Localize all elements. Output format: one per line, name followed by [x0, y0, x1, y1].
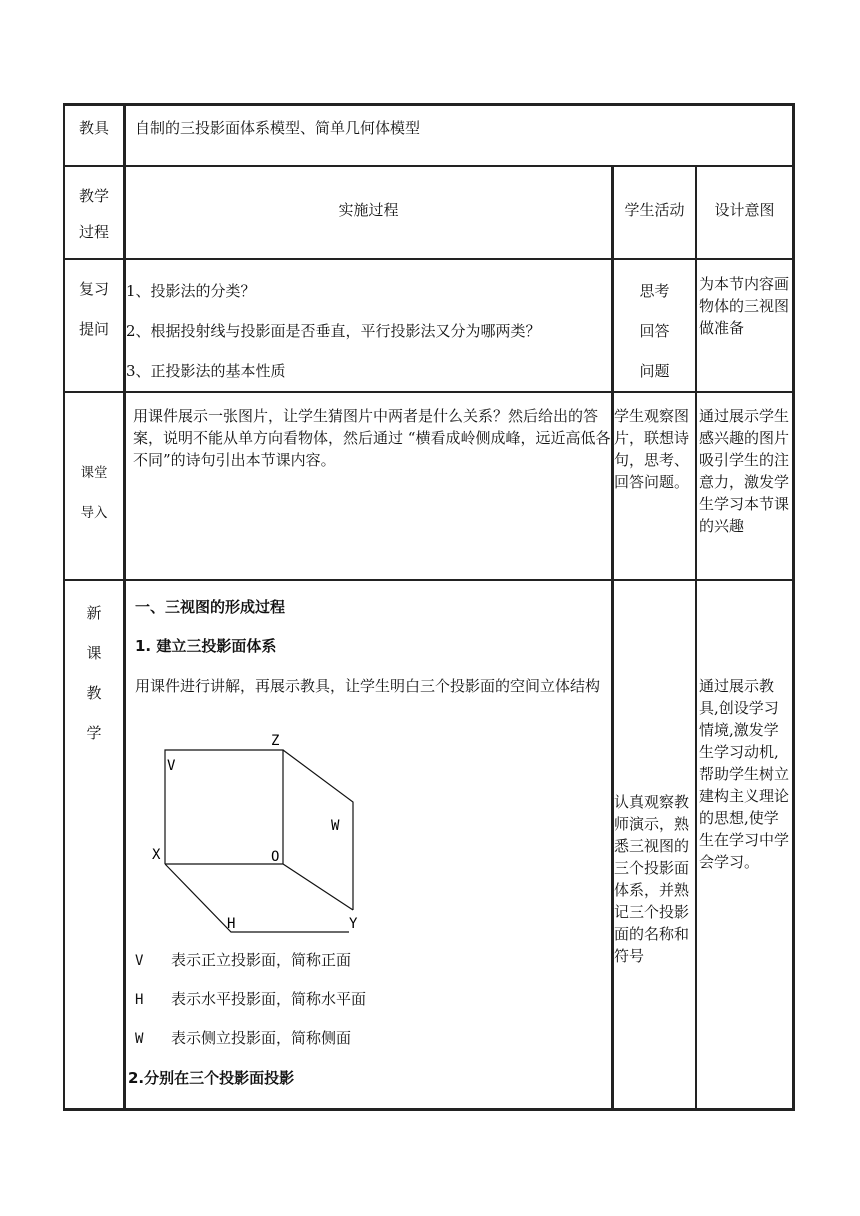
review-student-line: 思考: [639, 282, 670, 300]
table-border-top: [63, 103, 795, 106]
new-lesson-intent: 通过展示教具,创设学习情境,激发学生学习动机,帮助学生树立建构主义理论的思想,使学生在学习中学会学习。: [699, 677, 790, 871]
intro-content: 用课件展示一张图片，让学生猜图片中两者是什么关系？然后给出的答案，说明不能从单方向看物体，然后通过 “横看成岭侧成峰，远近高低各不同”的诗句引出本节课内容。: [133, 407, 611, 469]
header-design-intent: 设计意图: [714, 201, 775, 219]
header-process-line2: 过程: [78, 223, 109, 241]
table-border-bottom: [63, 1108, 795, 1111]
legend-text: 表示侧立投影面，简称侧面: [171, 1029, 352, 1047]
legend-symbol: V: [135, 953, 144, 969]
review-intent: 为本节内容画物体的三视图做准备: [699, 275, 790, 337]
tools-label: 教具: [78, 119, 109, 137]
new-lesson-label-char: 教: [86, 684, 102, 702]
new-lesson-label-char: 课: [86, 644, 102, 662]
review-question: 1、投影法的分类？: [126, 282, 256, 300]
new-lesson-label-char: 学: [86, 724, 102, 742]
subsection-heading: 1. 建立三投影面体系: [135, 637, 277, 655]
review-student: [614, 271, 695, 391]
ox-oy-axes: [165, 864, 353, 910]
side-plane-outline: [283, 750, 353, 910]
lesson-table: [63, 103, 795, 1111]
table-border-right: [792, 103, 795, 1111]
projection-planes-diagram: [153, 728, 383, 948]
review-label-line1: 复习: [78, 280, 109, 298]
lesson-paragraph: 用课件进行讲解，再展示教具，让学生明白三个投影面的空间立体结构: [135, 677, 601, 695]
row-divider: [63, 579, 795, 581]
intro-label-line2: 导入: [80, 505, 108, 521]
review-question: 3、正投影法的基本性质: [126, 362, 286, 380]
review-student-line: 问题: [639, 362, 670, 380]
col-divider: [123, 103, 126, 1111]
label-z: Z: [271, 733, 280, 749]
label-h: H: [227, 916, 236, 932]
subsection-heading: 2.分别在三个投影面投影: [128, 1069, 295, 1087]
label-x: X: [152, 847, 161, 863]
new-lesson-label-char: 新: [86, 604, 102, 622]
horizontal-plane-outline: [165, 864, 349, 932]
legend-line: [135, 949, 605, 972]
section-heading: 一、三视图的形成过程: [135, 598, 286, 616]
row-divider: [63, 165, 795, 167]
row-divider: [63, 391, 795, 393]
header-process-label: [65, 178, 123, 250]
review-student-line: 回答: [639, 322, 670, 340]
vertical-plane-outline: [165, 750, 283, 864]
legend-text: 表示水平投影面，简称水平面: [171, 990, 367, 1008]
intro-intent: 通过展示学生感兴趣的图片吸引学生的注意力，激发学生学习本节课的兴趣: [699, 407, 790, 535]
intro-label: [65, 453, 123, 533]
new-lesson-student: 认真观察教师演示，熟悉三视图的三个投影面体系，并熟记三个投影面的名称和符号: [614, 793, 690, 965]
label-v: V: [167, 758, 176, 774]
review-label: [65, 269, 123, 349]
label-o: O: [271, 849, 280, 865]
review-label-line2: 提问: [78, 320, 109, 338]
legend-line: [135, 988, 605, 1011]
new-lesson-label: [65, 593, 123, 753]
legend-symbol: H: [135, 992, 144, 1008]
tools-content: 自制的三投影面体系模型、简单几何体模型: [135, 119, 421, 137]
header-student-activity: 学生活动: [624, 201, 685, 219]
review-questions: [126, 271, 611, 391]
label-y: Y: [349, 916, 358, 932]
label-w: W: [331, 818, 340, 834]
header-process-line1: 教学: [78, 187, 109, 205]
legend-symbol: W: [135, 1031, 144, 1047]
header-implementation: 实施过程: [338, 201, 399, 219]
col-divider: [695, 165, 697, 1111]
row-divider: [63, 258, 795, 260]
legend-line: [135, 1027, 605, 1050]
intro-label-line1: 课堂: [80, 465, 108, 481]
legend-text: 表示正立投影面，简称正面: [171, 951, 352, 969]
intro-student: 学生观察图片，联想诗句，思考、回答问题。: [614, 407, 690, 491]
review-question: 2、根据投射线与投影面是否垂直，平行投影法又分为哪两类？: [126, 322, 541, 340]
